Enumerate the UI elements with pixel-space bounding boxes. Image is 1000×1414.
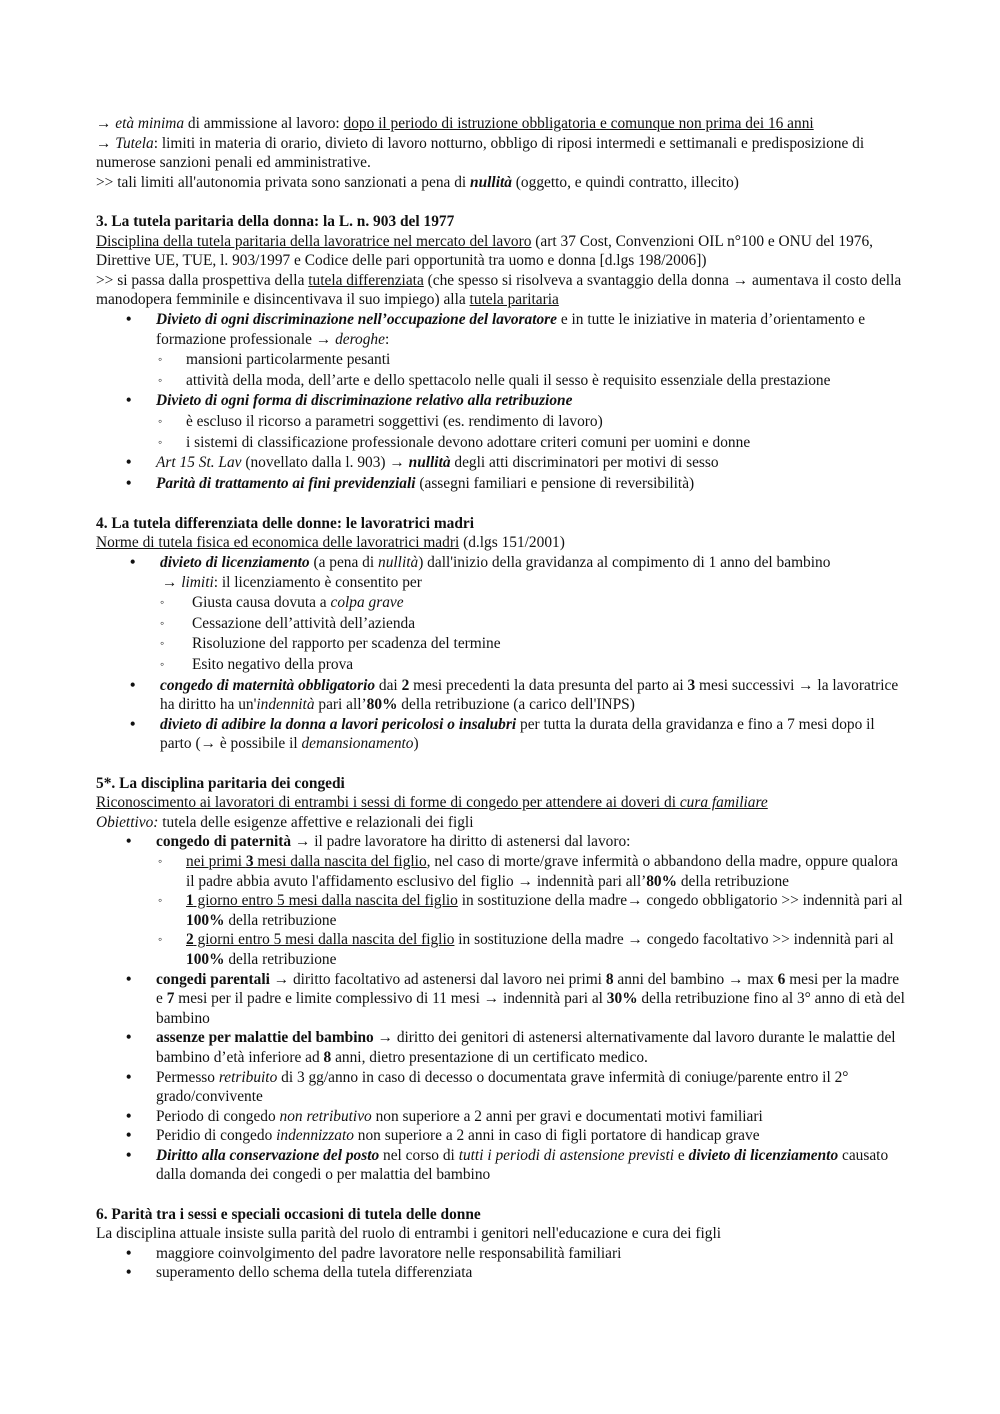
section5-subtitle: Riconoscimento ai lavoratori di entrambi i sessi di forme di congedo per attendere ai doveri di cura familiare	[96, 794, 768, 812]
section5-title: 5*. La disciplina paritaria dei congedi	[96, 774, 345, 792]
list-item: • congedo di paternità → il padre lavoratore ha diritto di astenersi dal lavoro: ◦ nei primi 3 mesi dalla nascita del figlio, nel caso di morte/grave infermità o abbandono della madre, oppure qualora il padre abbia avuto l'affidamento esclusivo del figlio → indennità pari all’80% della retribuzione ◦ 1 giorno entro 5 mesi dalla nascita del figlio in sostituzione della madre→ congedo obbligatorio >> indennità pari al 100% della retribuzione ◦ 2 giorni entro 5 mesi dalla nascita del figlio in sostituzione della madre → congedo facoltativo >> indennità pari al 100% della retribuzione	[96, 832, 908, 969]
list-item: • congedi parentali → diritto facoltativo ad astenersi dal lavoro nei primi 8 anni del bambino → max 6 mesi per la madre e 7 mesi per il padre e limite complessivo di 11 mesi → indennità pari al 30% della retribuzione fino al 3° anno di età del bambino	[96, 970, 908, 1029]
list-item: • congedo di maternità obbligatorio dai 2 mesi precedenti la data presunta del parto ai 3 mesi successivi → la lavoratrice ha diritto ha un'indennità pari all’80% della retribuzione (a carico dell'INPS)	[96, 676, 908, 715]
list-item: ◦ 2 giorni entro 5 mesi dalla nascita del figlio in sostituzione della madre → congedo facoltativo >> indennità pari al 100% della retribuzione	[156, 930, 908, 969]
section6-bullets	[96, 1244, 908, 1283]
section4-subtitle: Norme di tutela fisica ed economica delle lavoratrici madri (d.lgs 151/2001)	[96, 534, 565, 552]
list-item: ◦ attività della moda, dell’arte e dello spettacolo nelle quali il sesso è requisito essenziale della prestazione	[156, 371, 908, 391]
list-item: ◦ Cessazione dell’attività dell’azienda	[160, 614, 908, 634]
section3-subtitle: Disciplina della tutela paritaria della lavoratrice nel mercato del lavoro (art 37 Cost, Convenzioni OIL n°100 e ONU del 1976, Direttive UE, TUE, l. 903/1997 e Codice delle pari opportunità tra uomo e donna [d.lgs 198/2006])	[96, 232, 874, 270]
list-item: ◦ è escluso il ricorso a parametri soggettivi (es. rendimento di lavoro)	[156, 412, 908, 432]
intro-limiti: >> tali limiti all'autonomia privata sono sanzionati a pena di nullità (oggetto, e quindi contratto, illecito)	[96, 173, 739, 191]
list-item: • divieto di adibire la donna a lavori pericolosi o insalubri per tutta la durata della gravidanza e fino a 7 mesi dopo il parto (→ è possibile il demansionamento)	[96, 715, 908, 754]
section3-title: 3. La tutela paritaria della donna: la L. n. 903 del 1977	[96, 212, 455, 230]
list-item: • divieto di licenziamento (a pena di nullità) dall'inizio della gravidanza al compimento di 1 anno del bambino → limiti: il licenziamento è consentito per ◦ Giusta causa dovuta a colpa grave ◦ Cessazione dell’attività dell’azienda ◦ Risoluzione del rapporto per scadenza del termine ◦ Esito negativo della prova	[96, 553, 908, 675]
list-item: • Periodo di congedo non retributivo non superiore a 2 anni per gravi e documentati motivi familiari	[96, 1107, 908, 1127]
sub-list	[156, 852, 908, 970]
list-item: • Diritto alla conservazione del posto nel corso di tutti i periodi di astensione previsti e divieto di licenziamento causato dalla domanda dei congedi o per malattia del bambino	[96, 1146, 908, 1185]
list-item: • Divieto di ogni forma di discriminazione relativo alla retribuzione ◦ è escluso il ricorso a parametri soggettivi (es. rendimento di lavoro) ◦ i sistemi di classificazione professionale devono adottare criteri comuni per uomini e donne	[96, 391, 908, 452]
list-item: • Divieto di ogni discriminazione nell’occupazione del lavoratore e in tutte le iniziative in materia d’orientamento e formazione professionale → deroghe: ◦ mansioni particolarmente pesanti ◦ attività della moda, dell’arte e dello spettacolo nelle quali il sesso è requisito essenziale della prestazione	[96, 310, 908, 390]
list-item: • Art 15 St. Lav (novellato dalla l. 903) → nullità degli atti discriminatori per motivi di sesso	[96, 453, 908, 473]
section5-obiettivo: Obiettivo: tutela delle esigenze affettive e relazionali dei figli	[96, 813, 474, 831]
sub-list	[160, 593, 908, 674]
list-item: ◦ mansioni particolarmente pesanti	[156, 350, 908, 370]
list-item: ◦ Risoluzione del rapporto per scadenza del termine	[160, 634, 908, 654]
sub-list	[156, 412, 908, 452]
list-item: ◦ i sistemi di classificazione professionale devono adottare criteri comuni per uomini e donne	[156, 433, 908, 453]
list-item: ◦ nei primi 3 mesi dalla nascita del figlio, nel caso di morte/grave infermità o abbandono della madre, oppure qualora il padre abbia avuto l'affidamento esclusivo del figlio → indennità pari all’80% della retribuzione	[156, 852, 908, 891]
list-item: • maggiore coinvolgimento del padre lavoratore nelle responsabilità familiari	[96, 1244, 908, 1264]
section6-title: 6. Parità tra i sessi e speciali occasioni di tutela delle donne	[96, 1205, 481, 1223]
section6-text: La disciplina attuale insiste sulla parità del ruolo di entrambi i genitori nell'educazione e cura dei figli	[96, 1225, 722, 1243]
list-item: • Parità di trattamento ai fini previdenziali (assegni familiari e pensione di reversibilità)	[96, 474, 908, 494]
document-page	[96, 114, 908, 1283]
section4-title: 4. La tutela differenziata delle donne: le lavoratrici madri	[96, 514, 475, 532]
list-item: • superamento dello schema della tutela differenziata	[96, 1263, 908, 1283]
intro-tutela: → Tutela: limiti in materia di orario, divieto di lavoro notturno, obbligo di riposi intermedi e settimanali e predisposizione di numerose sanzioni penali ed amministrative.	[96, 134, 865, 172]
list-item: ◦ Esito negativo della prova	[160, 655, 908, 675]
section4-bullets	[96, 553, 908, 754]
list-item: • Peridio di congedo indennizzato non superiore a 2 anni in caso di figli portatore di handicap grave	[96, 1126, 908, 1146]
sub-list	[156, 350, 908, 390]
list-item: • assenze per malattie del bambino → diritto dei genitori di astenersi alternativamente dal lavoro durante le malattie del bambino d’età inferiore ad 8 anni, dietro presentazione di un certificato medico.	[96, 1028, 908, 1067]
section5-bullets	[96, 832, 908, 1185]
section3-bullets	[96, 310, 908, 493]
section3-paragraph: >> si passa dalla prospettiva della tutela differenziata (che spesso si risolveva a svantaggio della donna → aumentava il costo della manodopera femminile e disincentivava il suo impiego) alla tutela paritaria	[96, 271, 902, 309]
list-item: ◦ 1 giorno entro 5 mesi dalla nascita del figlio in sostituzione della madre→ congedo obbligatorio >> indennità pari al 100% della retribuzione	[156, 891, 908, 930]
list-item: ◦ Giusta causa dovuta a colpa grave	[160, 593, 908, 613]
intro-eta-minima: → età minima di ammissione al lavoro: dopo il periodo di istruzione obbligatoria e comunque non prima dei 16 anni	[96, 115, 814, 132]
list-item: • Permesso retribuito di 3 gg/anno in caso di decesso o documentata grave infermità di coniuge/parente entro il 2° grado/convivente	[96, 1068, 908, 1107]
